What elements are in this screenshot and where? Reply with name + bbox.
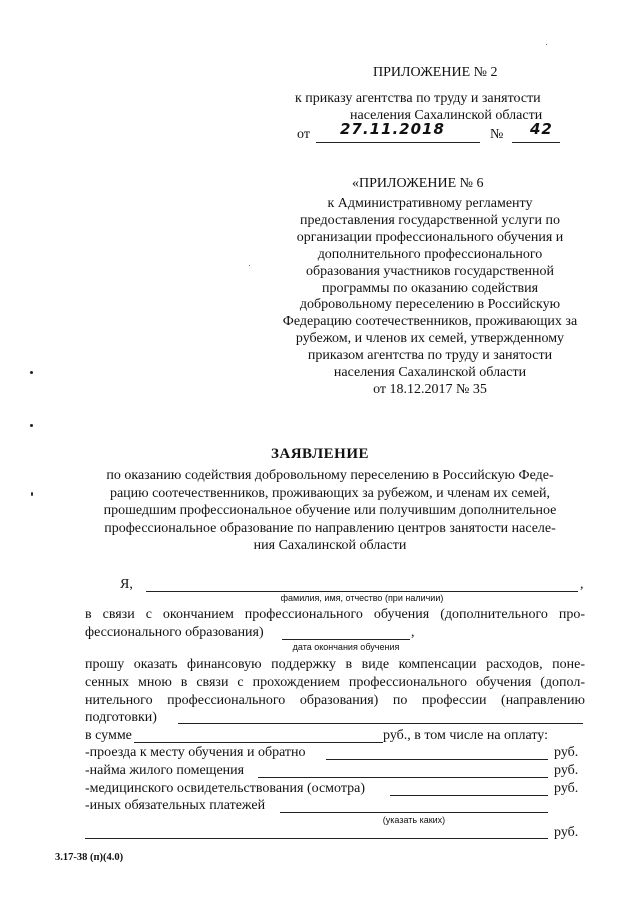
housing-label: -найма жилого помещения [85, 763, 245, 778]
order-line-2: населения Сахалинской области [350, 108, 543, 123]
completion-line-2: фессионального образования) [85, 625, 264, 640]
travel-field[interactable] [326, 759, 548, 760]
appendix-6-reference [270, 196, 590, 399]
statement-subtitle-line: ния Сахалинской области [253, 538, 407, 553]
appendix-6-line: дополнительного профессионального [317, 246, 543, 262]
appendix-6-line: рубежом, и членов их семей, утвержденному [295, 331, 565, 347]
sum-tail: руб., в том числе на оплату: [383, 728, 549, 743]
travel-rub: руб. [554, 745, 579, 760]
order-date-line [316, 142, 480, 143]
appendix-6-line: программы по оказанию содействия [321, 280, 539, 296]
appendix-6-line: организации профессионального обучения и [296, 229, 564, 245]
order-number-handwritten: 42 [530, 120, 553, 138]
order-date-handwritten: 27.11.2018 [340, 120, 445, 138]
statement-subtitle-line: рацию соотечественников, проживающих за рубежом, и членам их семей, [109, 485, 551, 501]
order-number-line [512, 142, 560, 143]
appendix-2-title: ПРИЛОЖЕНИЕ № 2 [373, 65, 498, 80]
scan-speck [31, 492, 33, 496]
statement-subtitle-line: прошедшим профессиональное обучение или получившим дополнительное [103, 503, 557, 518]
statement-title: ЗАЯВЛЕНИЕ [270, 446, 370, 462]
from-label: от [297, 127, 310, 142]
statement-subtitle-line: по оказанию содействия добровольному переселению в Российскую Феде- [106, 468, 554, 483]
specify-hint: (указать каких) [382, 815, 446, 825]
appendix-6-title: «ПРИЛОЖЕНИЕ № 6 [352, 176, 484, 191]
appendix-6-line: к Административному регламенту [327, 196, 533, 211]
other-rub: руб. [554, 825, 579, 840]
scan-speck [30, 424, 33, 427]
travel-label: -проезда к месту обучения и обратно [85, 745, 306, 760]
medical-rub: руб. [554, 781, 579, 796]
fio-hint: фамилия, имя, отчество (при наличии) [280, 593, 444, 603]
request-line-2: сенных мною в связи с прохождением профессионального обучения (допол- [85, 675, 585, 690]
appendix-6-line: образования участников государственной [306, 263, 554, 279]
appendix-6-line: населения Сахалинской области [333, 365, 527, 381]
completion-comma: , [411, 625, 415, 640]
sum-label: в сумме [85, 728, 132, 743]
appendix-6-line: Федерацию соотечественников, проживающих за [282, 314, 578, 330]
appendix-6-line: добровольному переселению в Российскую [299, 297, 561, 313]
profession-field[interactable] [178, 723, 583, 724]
sum-field[interactable] [134, 742, 383, 743]
appendix-6-line: приказом агентства по труду и занятости [307, 348, 553, 364]
housing-rub: руб. [554, 763, 579, 778]
scan-speck [546, 44, 547, 45]
statement-subtitle [80, 467, 580, 555]
completion-date-hint: дата окончания обучения [292, 642, 400, 652]
scan-speck [30, 371, 33, 374]
request-line-3: нительного профессионального образования) по профессии (направлению [85, 693, 585, 708]
number-label: № [490, 127, 504, 142]
completion-line-1: в связи с окончанием профессионального обучения (дополнительного про- [85, 607, 585, 622]
medical-field[interactable] [390, 795, 548, 796]
other-label: -иных обязательных платежей [85, 798, 266, 813]
medical-label: -медицинского освидетельствования (осмотра) [85, 781, 366, 796]
scan-speck [249, 265, 250, 266]
form-code: 3.17-38 (п)(4.0) [55, 852, 124, 863]
order-line-1: к приказу агентства по труду и занятости [295, 91, 541, 106]
statement-subtitle-line: профессиональное образование по направлению центров занятости населе- [104, 520, 556, 536]
request-line-4: подготовки) [85, 710, 157, 725]
housing-field[interactable] [258, 777, 548, 778]
other-field[interactable] [280, 812, 548, 813]
i-label: Я, [120, 577, 133, 592]
request-line-1: прошу оказать финансовую поддержку в виде компенсации расходов, поне- [85, 657, 585, 672]
other-details-field[interactable] [85, 838, 548, 839]
fio-comma: , [580, 577, 584, 592]
appendix-6-line: предоставления государственной услуги по [300, 212, 560, 228]
appendix-6-line: от 18.12.2017 № 35 [373, 381, 487, 397]
fio-field[interactable] [146, 591, 578, 592]
completion-date-field[interactable] [282, 639, 410, 640]
